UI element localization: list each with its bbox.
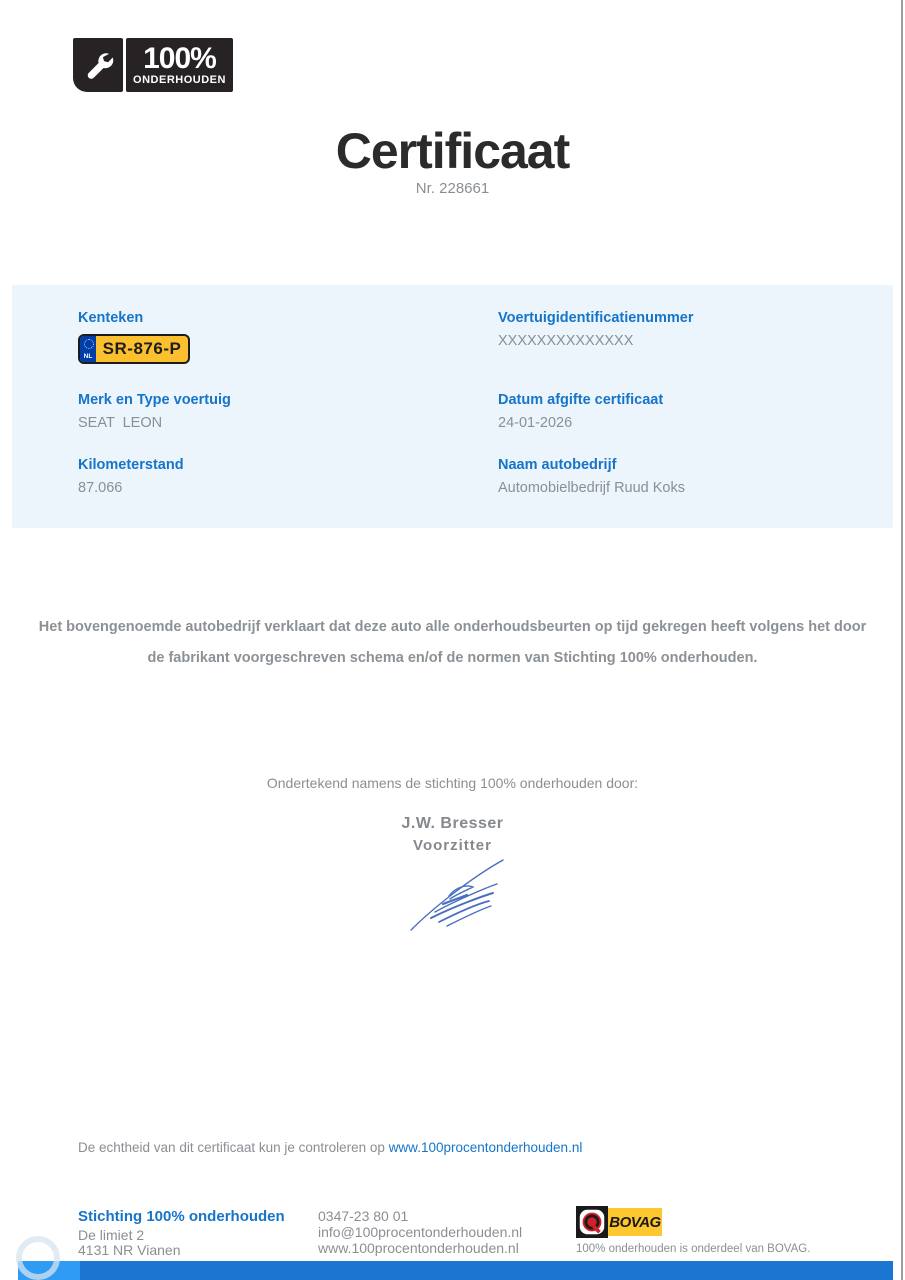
page-edge-border [901, 0, 903, 1280]
signature-image [405, 856, 510, 939]
plate-country-code: NL [83, 353, 93, 360]
kilometerstand-value: 87.066 [78, 480, 123, 496]
merk-label: Merk en Type voertuig [78, 392, 231, 408]
field-vin [498, 310, 888, 349]
plate-eu-strip [80, 336, 96, 362]
footer-phone: 0347-23 80 01 [318, 1208, 409, 1224]
plate-number: SR-876-P [102, 339, 182, 358]
footer-address-line1: De limiet 2 [78, 1227, 145, 1243]
bovag-logo [576, 1206, 662, 1238]
bovag-caption: 100% onderhouden is onderdeel van BOVAG. [576, 1243, 811, 1255]
autobedrijf-value: Automobielbedrijf Ruud Koks [498, 480, 685, 496]
footer-org-name: Stichting 100% onderhouden [78, 1208, 285, 1225]
signatory-name: J.W. Bresser [401, 815, 504, 832]
field-kenteken [78, 310, 468, 364]
field-merk [78, 392, 468, 431]
footer-email[interactable]: info@100procentonderhouden.nl [318, 1224, 523, 1240]
signature-intro: Ondertekend namens de stichting 100% onderhouden door: [266, 775, 639, 791]
logo-percent-text: 100% [143, 41, 216, 75]
footer-website[interactable]: www.100procentonderhouden.nl [318, 1240, 519, 1256]
field-autobedrijf [498, 457, 888, 496]
footer-address-line2: 4131 NR Vianen [78, 1242, 181, 1258]
vin-label: Voertuigidentificatienummer [498, 310, 694, 326]
declaration-statement: Het bovengenoemde autobedrijf verklaart dat deze auto alle onderhoudsbeurten op tijd gekregen heeft volgens het door de fabrikant voorgeschreven schema en/of de normen van Stichting 100% onderhouden. [38, 619, 867, 666]
merk-value: SEAT LEON [78, 415, 163, 431]
eu-stars-icon [84, 339, 94, 349]
bovag-icon [576, 1206, 608, 1238]
verification-text [78, 1140, 582, 1155]
vehicle-info-panel [12, 285, 893, 528]
bovag-wordmark: BOVAG [608, 1208, 662, 1236]
field-datum [498, 392, 888, 431]
verification-prefix: De echtheid van dit certificaat kun je controleren op [78, 1140, 389, 1155]
logo-text-block [126, 38, 233, 92]
datum-label: Datum afgifte certificaat [498, 392, 664, 408]
logo-100-onderhouden [73, 38, 233, 92]
kilometerstand-label: Kilometerstand [78, 457, 184, 473]
logo-name-text: ONDERHOUDEN [133, 73, 226, 86]
bottom-bar [18, 1261, 893, 1280]
signatory-role: Voorzitter [413, 837, 492, 854]
page-title: Certificaat [335, 123, 570, 179]
field-kilometerstand [78, 457, 468, 496]
decorative-ring-icon [16, 1236, 60, 1280]
kenteken-label: Kenteken [78, 310, 144, 326]
wrench-icon [73, 38, 123, 92]
license-plate [78, 334, 190, 364]
certificate-number: Nr. 228661 [415, 180, 490, 197]
autobedrijf-label: Naam autobedrijf [498, 457, 617, 473]
vin-value: XXXXXXXXXXXXXX [498, 333, 634, 349]
datum-value: 24-01-2026 [498, 415, 573, 431]
verification-link[interactable]: www.100procentonderhouden.nl [388, 1140, 583, 1155]
